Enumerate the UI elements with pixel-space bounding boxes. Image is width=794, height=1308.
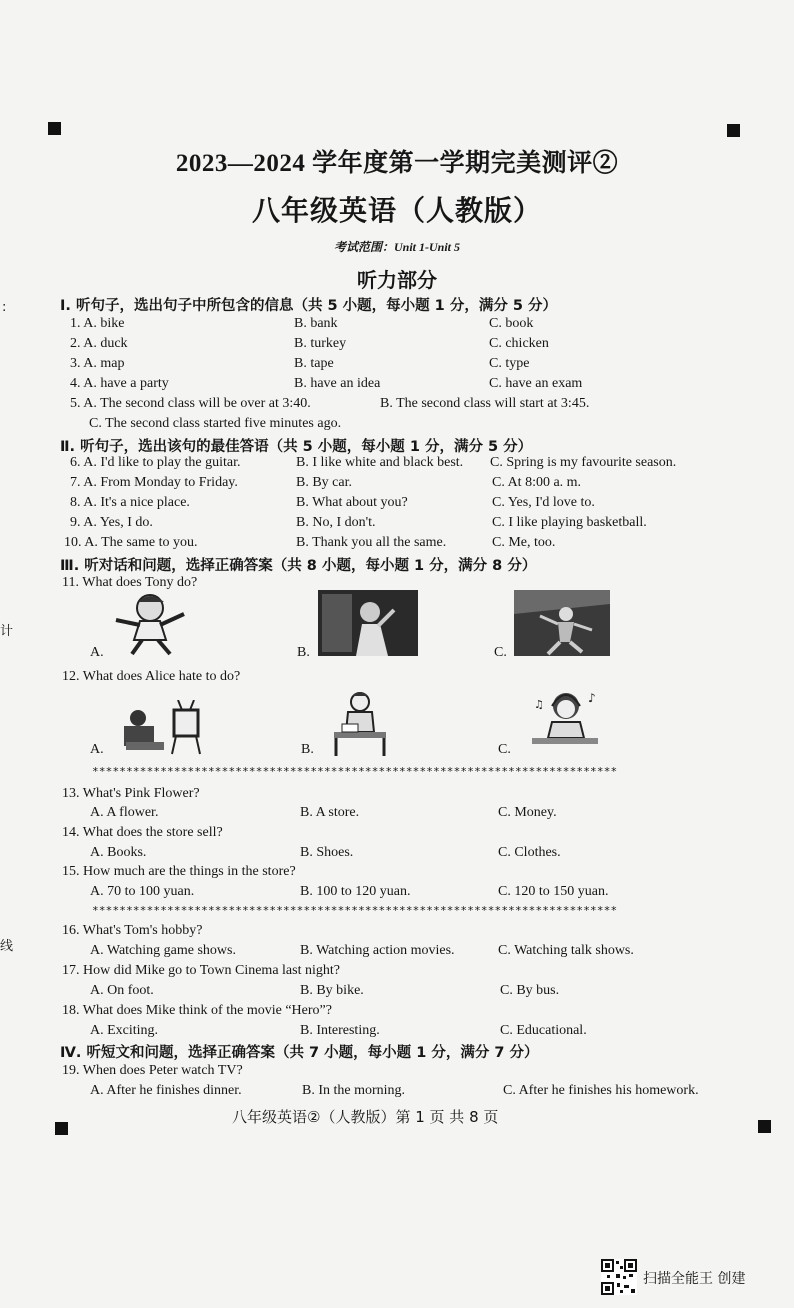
corner-mark-top-left bbox=[48, 122, 61, 135]
q19-question: 19. When does Peter watch TV? bbox=[62, 1063, 243, 1078]
exam-subtitle: 八年级英语（人教版） bbox=[251, 196, 542, 227]
q4-option-c: C. have an exam bbox=[489, 376, 583, 391]
q5-option-b: B. The second class will start at 3:45. bbox=[380, 396, 590, 411]
q3-option-c: C. type bbox=[489, 356, 530, 371]
q17-option-c: C. By bus. bbox=[500, 983, 560, 998]
q16-question: 16. What's Tom's hobby? bbox=[62, 923, 203, 938]
section-title: 听力部分 bbox=[357, 268, 437, 292]
q12-label-a: A. bbox=[90, 742, 104, 757]
q2-option-a: 2. A. duck bbox=[70, 336, 128, 351]
q2-option-b: B. turkey bbox=[294, 336, 347, 351]
q13-option-a: A. A flower. bbox=[90, 805, 159, 820]
q18-option-a: A. Exciting. bbox=[90, 1023, 159, 1038]
listening-music-picture bbox=[528, 688, 608, 750]
exam-title: 2023—2024 学年度第一学期完美测评② bbox=[175, 150, 619, 177]
corner-mark-top-right bbox=[727, 124, 740, 137]
corner-mark-bottom-right bbox=[758, 1120, 771, 1133]
q16-option-a: A. Watching game shows. bbox=[90, 943, 236, 958]
q9-option-c: C. I like playing basketball. bbox=[492, 515, 647, 530]
singer-photo bbox=[318, 590, 418, 656]
q2-option-c: C. chicken bbox=[489, 336, 549, 351]
q19-option-c: C. After he finishes his homework. bbox=[503, 1083, 699, 1098]
kung-fu-boy-picture bbox=[110, 590, 192, 656]
q11-label-a: A. bbox=[90, 645, 104, 660]
q1-option-a: 1. A. bike bbox=[70, 316, 125, 331]
q10-option-a: 10. A. The same to you. bbox=[64, 535, 198, 550]
watching-tv-picture bbox=[114, 700, 206, 756]
q15-option-b: B. 100 to 120 yuan. bbox=[300, 884, 411, 899]
part-1-heading: I. 听句子，选出句子中所包含的信息（共 5 小题，每小题 1 分，满分 5 分） bbox=[60, 298, 558, 314]
q11-question: 11. What does Tony do? bbox=[62, 575, 198, 590]
q4-option-a: 4. A. have a party bbox=[70, 376, 169, 391]
separator-stars-2: ***************************************************************************** bbox=[92, 904, 618, 917]
q8-option-b: B. What about you? bbox=[296, 495, 408, 510]
q3-option-b: B. tape bbox=[294, 356, 334, 371]
svg-text:♪: ♪ bbox=[588, 691, 596, 705]
q16-option-c: C. Watching talk shows. bbox=[498, 943, 634, 958]
svg-text:♫: ♫ bbox=[534, 698, 544, 711]
q14-option-c: C. Clothes. bbox=[498, 845, 561, 860]
corner-mark-bottom-left bbox=[55, 1122, 68, 1135]
q1-option-b: B. bank bbox=[294, 316, 338, 331]
q10-option-c: C. Me, too. bbox=[492, 535, 556, 550]
q11-label-c: C. bbox=[494, 645, 507, 660]
q3-option-a: 3. A. map bbox=[70, 356, 125, 371]
q15-option-a: A. 70 to 100 yuan. bbox=[90, 884, 195, 899]
dancer-photo bbox=[514, 590, 610, 656]
q6-option-a: 6. A. I'd like to play the guitar. bbox=[70, 455, 241, 470]
q14-option-b: B. Shoes. bbox=[300, 845, 354, 860]
q7-option-a: 7. A. From Monday to Friday. bbox=[70, 475, 238, 490]
q4-option-b: B. have an idea bbox=[294, 376, 381, 391]
part-4-heading: Ⅳ. 听短文和问题，选择正确答案（共 7 小题，每小题 1 分，满分 7 分） bbox=[60, 1045, 539, 1061]
page-footer: 八年级英语②（人教版）第 1 页 共 8 页 bbox=[232, 1108, 499, 1126]
q18-option-c: C. Educational. bbox=[500, 1023, 587, 1038]
q1-option-c: C. book bbox=[489, 316, 534, 331]
q7-option-c: C. At 8:00 a. m. bbox=[492, 475, 582, 490]
q15-question: 15. How much are the things in the store? bbox=[62, 864, 296, 879]
separator-stars-1: ***************************************************************************** bbox=[92, 765, 618, 778]
q15-option-c: C. 120 to 150 yuan. bbox=[498, 884, 609, 899]
exam-scope: 考试范围：Unit 1-Unit 5 bbox=[333, 240, 460, 254]
q17-option-a: A. On foot. bbox=[90, 983, 154, 998]
q5-option-c: C. The second class started five minutes ago. bbox=[89, 416, 342, 431]
margin-mark-2: 计 bbox=[0, 624, 14, 639]
q12-label-b: B. bbox=[301, 742, 314, 757]
q8-option-c: C. Yes, I'd love to. bbox=[492, 495, 595, 510]
q14-option-a: A. Books. bbox=[90, 845, 147, 860]
scanner-watermark: 扫描全能王 创建 bbox=[643, 1271, 746, 1287]
q5-option-a: 5. A. The second class will be over at 3:40. bbox=[70, 396, 311, 411]
q9-option-b: B. No, I don't. bbox=[296, 515, 376, 530]
q18-option-b: B. Interesting. bbox=[300, 1023, 380, 1038]
q19-option-b: B. In the morning. bbox=[302, 1083, 406, 1098]
q9-option-a: 9. A. Yes, I do. bbox=[70, 515, 153, 530]
q11-label-b: B. bbox=[297, 645, 310, 660]
q6-option-c: C. Spring is my favourite season. bbox=[490, 455, 677, 470]
q7-option-b: B. By car. bbox=[296, 475, 352, 490]
qr-code-icon bbox=[601, 1259, 637, 1295]
q19-option-a: A. After he finishes dinner. bbox=[90, 1083, 242, 1098]
q13-question: 13. What's Pink Flower? bbox=[62, 786, 200, 801]
q14-question: 14. What does the store sell? bbox=[62, 825, 223, 840]
q13-option-b: B. A store. bbox=[300, 805, 360, 820]
q13-option-c: C. Money. bbox=[498, 805, 557, 820]
q6-option-b: B. I like white and black best. bbox=[296, 455, 464, 470]
part-2-heading: Ⅱ. 听句子，选出该句的最佳答语（共 5 小题，每小题 1 分，满分 5 分） bbox=[60, 439, 533, 455]
q10-option-b: B. Thank you all the same. bbox=[296, 535, 447, 550]
q17-option-b: B. By bike. bbox=[300, 983, 364, 998]
q12-question: 12. What does Alice hate to do? bbox=[62, 669, 241, 684]
q8-option-a: 8. A. It's a nice place. bbox=[70, 495, 190, 510]
reading-at-desk-picture bbox=[330, 688, 390, 758]
part-3-heading: Ⅲ. 听对话和问题，选择正确答案（共 8 小题，每小题 1 分，满分 8 分） bbox=[60, 558, 537, 574]
margin-mark-1: : bbox=[2, 300, 7, 315]
q12-label-c: C. bbox=[498, 742, 511, 757]
q18-question: 18. What does Mike think of the movie “Hero”? bbox=[62, 1003, 332, 1018]
q16-option-b: B. Watching action movies. bbox=[300, 943, 455, 958]
q17-question: 17. How did Mike go to Town Cinema last night? bbox=[62, 963, 340, 978]
margin-mark-3: 线 bbox=[0, 939, 14, 954]
